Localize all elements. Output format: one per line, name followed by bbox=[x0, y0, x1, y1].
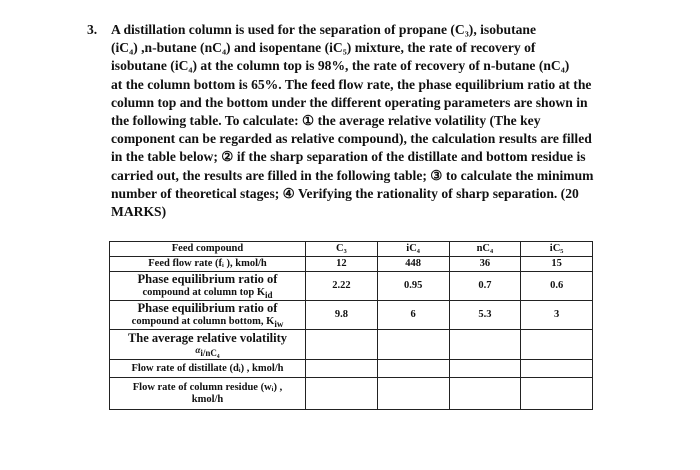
row-label-sub: iw bbox=[274, 318, 284, 329]
table-cell: 3 bbox=[521, 301, 593, 330]
table-cell bbox=[306, 378, 378, 410]
problem-line: number of theoretical stages; ④ Verifying the rationality of sharp separation. (20 bbox=[111, 185, 579, 201]
table-cell: 12 bbox=[306, 257, 378, 272]
header-label: Feed compound bbox=[110, 242, 306, 257]
problem-number: 3. bbox=[87, 22, 98, 37]
table-header-row bbox=[110, 242, 593, 257]
table-row-k-top bbox=[110, 272, 593, 301]
component-header: nC₄ bbox=[449, 242, 521, 257]
row-label: Flow rate of distillate (dᵢ) , kmol/h bbox=[110, 360, 306, 378]
component-header: C₃ bbox=[306, 242, 378, 257]
problem-line: (iC₄) ,n-butane (nC₄) and isopentane (iC₅) mixture, the rate of recovery of bbox=[111, 40, 536, 56]
table-cell bbox=[306, 360, 378, 378]
row-label-line: compound at column bottom, K bbox=[131, 315, 275, 327]
table-cell bbox=[449, 330, 521, 360]
problem-line: column top and the bottom under the different operating parameters are shown in bbox=[111, 94, 588, 110]
table-row-volatility bbox=[110, 330, 593, 360]
table-cell: 0.6 bbox=[521, 272, 593, 301]
table-cell: 0.95 bbox=[377, 272, 449, 301]
table-row-feed bbox=[110, 257, 593, 272]
problem-line: the following table. To calculate: ① the average relative volatility (The key bbox=[111, 113, 541, 129]
table-row-distillate bbox=[110, 360, 593, 378]
problem-line: at the column bottom is 65%. The feed flow rate, the phase equilibrium ratio at the bbox=[111, 76, 592, 92]
row-label bbox=[110, 301, 306, 330]
row-label-line: Phase equilibrium ratio of bbox=[137, 272, 278, 286]
table-row-k-bottom bbox=[110, 301, 593, 330]
row-label bbox=[110, 330, 306, 360]
component-header: iC₄ bbox=[377, 242, 449, 257]
table-cell bbox=[377, 360, 449, 378]
row-label: Feed flow rate (fᵢ ), kmol/h bbox=[110, 257, 306, 272]
problem-line: carried out, the results are filled in the following table; ③ to calculate the minimum bbox=[111, 167, 594, 183]
row-label bbox=[110, 272, 306, 301]
row-label-line: kmol/h bbox=[191, 393, 224, 405]
table-cell bbox=[449, 360, 521, 378]
problem-line: isobutane (iC₄) at the column top is 98%, the rate of recovery of n-butane (nC₄) bbox=[111, 58, 570, 74]
table-cell bbox=[306, 330, 378, 360]
row-label-line: Flow rate of column residue (wᵢ) , bbox=[132, 382, 283, 393]
table-cell bbox=[521, 378, 593, 410]
row-label bbox=[110, 378, 306, 410]
problem-line: MARKS) bbox=[111, 204, 167, 220]
table-cell bbox=[521, 330, 593, 360]
table-cell: 2.22 bbox=[306, 272, 378, 301]
table-cell: 448 bbox=[377, 257, 449, 272]
problem-text bbox=[111, 21, 622, 221]
row-label-line: The average relative volatility bbox=[127, 330, 288, 345]
row-label-line: α bbox=[195, 345, 201, 355]
table-cell: 15 bbox=[521, 257, 593, 272]
row-label-sub: id bbox=[265, 289, 273, 300]
row-label-line: compound at column top K bbox=[142, 286, 265, 298]
table-cell: 0.7 bbox=[449, 272, 521, 301]
table-cell: 9.8 bbox=[306, 301, 378, 330]
table-cell: 36 bbox=[449, 257, 521, 272]
problem-line: A distillation column is used for the separation of propane (C₃), isobutane bbox=[111, 22, 537, 37]
problem-line: component can be regarded as relative compound), the calculation results are filled bbox=[111, 131, 592, 147]
problem-line: in the table below; ② if the sharp separation of the distillate and bottom residue is bbox=[111, 149, 586, 165]
table-cell: 6 bbox=[377, 301, 449, 330]
row-label-sub: i/nC₄ bbox=[200, 348, 220, 359]
component-header: iC₅ bbox=[521, 242, 593, 257]
table-cell bbox=[377, 330, 449, 360]
row-label-line: Phase equilibrium ratio of bbox=[137, 301, 278, 315]
problem-statement bbox=[87, 21, 622, 221]
data-table bbox=[109, 241, 593, 410]
table-cell bbox=[377, 378, 449, 410]
table-row-residue bbox=[110, 378, 593, 410]
table-cell bbox=[521, 360, 593, 378]
table-cell: 5.3 bbox=[449, 301, 521, 330]
table-cell bbox=[449, 378, 521, 410]
